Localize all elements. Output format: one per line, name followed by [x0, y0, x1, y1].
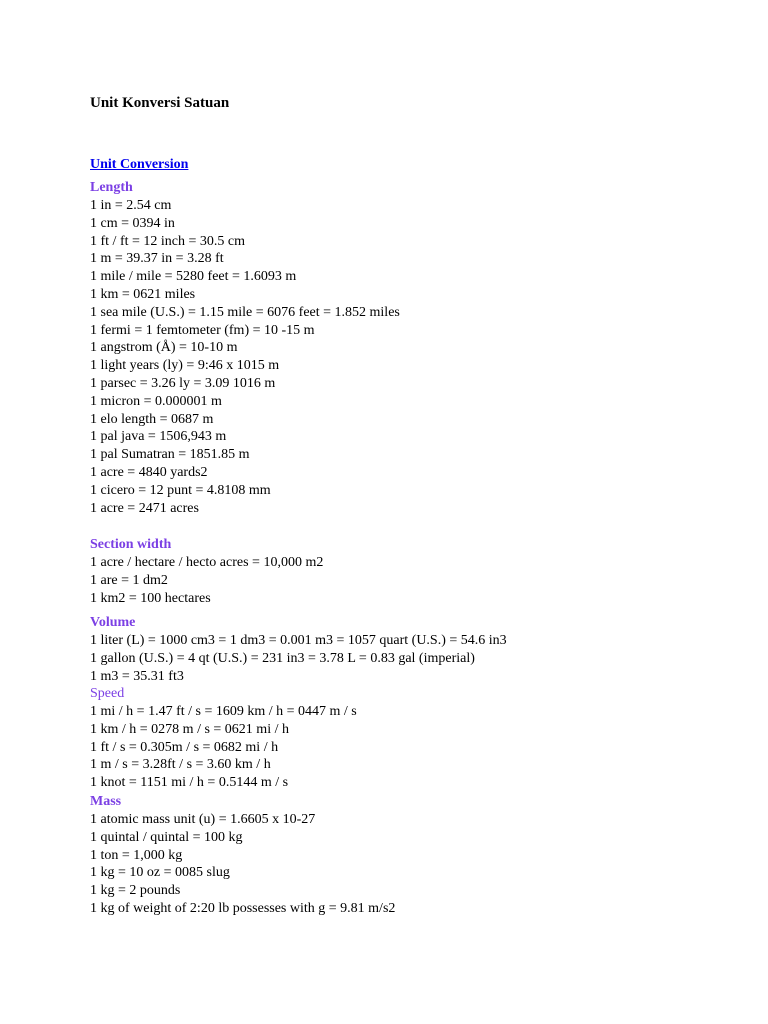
conversion-line: 1 micron = 0.000001 m	[90, 393, 222, 409]
conversion-line: 1 sea mile (U.S.) = 1.15 mile = 6076 feet = 1.852 miles	[90, 304, 400, 320]
conversion-line: 1 quintal / quintal = 100 kg	[90, 829, 243, 845]
conversion-line: 1 mile / mile = 5280 feet = 1.6093 m	[90, 269, 297, 285]
conversion-line: 1 ft / ft = 12 inch = 30.5 cm	[90, 233, 245, 249]
conversion-line: 1 parsec = 3.26 ly = 3.09 1016 m	[90, 375, 276, 391]
conversion-line: 1 knot = 1151 mi / h = 0.5144 m / s	[90, 775, 289, 791]
conversion-line: 1 m3 = 35.31 ft3	[90, 668, 184, 684]
conversion-line: 1 fermi = 1 femtometer (fm) = 10 -15 m	[90, 322, 315, 338]
conversion-line: 1 kg = 2 pounds	[90, 883, 181, 899]
conversion-line: 1 km2 = 100 hectares	[90, 590, 211, 606]
conversion-line: 1 pal java = 1506,943 m	[90, 429, 227, 445]
section-heading-length: Length	[90, 180, 133, 195]
conversion-line: 1 km / h = 0278 m / s = 0621 mi / h	[90, 721, 289, 737]
conversion-line: 1 kg of weight of 2:20 lb possesses with g = 9.81 m/s2	[90, 900, 396, 916]
conversion-line: 1 gallon (U.S.) = 4 qt (U.S.) = 231 in3 = 3.78 L = 0.83 gal (imperial)	[90, 650, 475, 666]
conversion-line: 1 pal Sumatran = 1851.85 m	[90, 447, 250, 463]
conversion-line: 1 elo length = 0687 m	[90, 411, 214, 427]
conversion-line: 1 liter (L) = 1000 cm3 = 1 dm3 = 0.001 m3 = 1057 quart (U.S.) = 54.6 in3	[90, 633, 507, 648]
unit-conversion-link[interactable]: Unit Conversion	[90, 157, 189, 172]
conversion-line: 1 m / s = 3.28ft / s = 3.60 km / h	[90, 757, 271, 773]
conversion-line: 1 ft / s = 0.305m / s = 0682 mi / h	[90, 739, 279, 755]
section-heading-width: Section width	[90, 537, 172, 552]
conversion-line: 1 cicero = 12 punt = 4.8108 mm	[90, 482, 271, 498]
conversion-line: 1 in = 2.54 cm	[90, 198, 172, 213]
section-volume	[90, 614, 507, 685]
conversion-line: 1 light years (ly) = 9:46 x 1015 m	[90, 358, 280, 374]
conversion-line: 1 ton = 1,000 kg	[90, 847, 183, 863]
conversion-line: 1 acre / hectare / hecto acres = 10,000 m2	[90, 555, 324, 570]
conversion-line: 1 cm = 0394 in	[90, 215, 175, 231]
conversion-line: 1 atomic mass unit (u) = 1.6605 x 10-27	[90, 812, 316, 827]
conversion-line: 1 mi / h = 1.47 ft / s = 1609 km / h = 0447 m / s	[90, 704, 357, 719]
conversion-line: 1 m = 39.37 in = 3.28 ft	[90, 251, 224, 267]
conversion-line: 1 acre = 4840 yards2	[90, 464, 208, 480]
section-length	[90, 179, 400, 517]
conversion-line: 1 km = 0621 miles	[90, 286, 196, 302]
page-title: Unit Konversi Satuan	[90, 95, 230, 111]
section-speed	[90, 685, 357, 792]
conversion-line: 1 acre = 2471 acres	[90, 500, 199, 516]
conversion-line: 1 angstrom (Å) = 10-10 m	[90, 340, 238, 356]
section-mass	[90, 793, 395, 918]
conversion-line: 1 are = 1 dm2	[90, 572, 168, 588]
section-heading-speed: Speed	[90, 686, 125, 701]
section-heading-volume: Volume	[90, 615, 136, 630]
conversion-line: 1 kg = 10 oz = 0085 slug	[90, 865, 230, 881]
section-width	[90, 536, 323, 607]
section-heading-mass: Mass	[90, 794, 122, 809]
